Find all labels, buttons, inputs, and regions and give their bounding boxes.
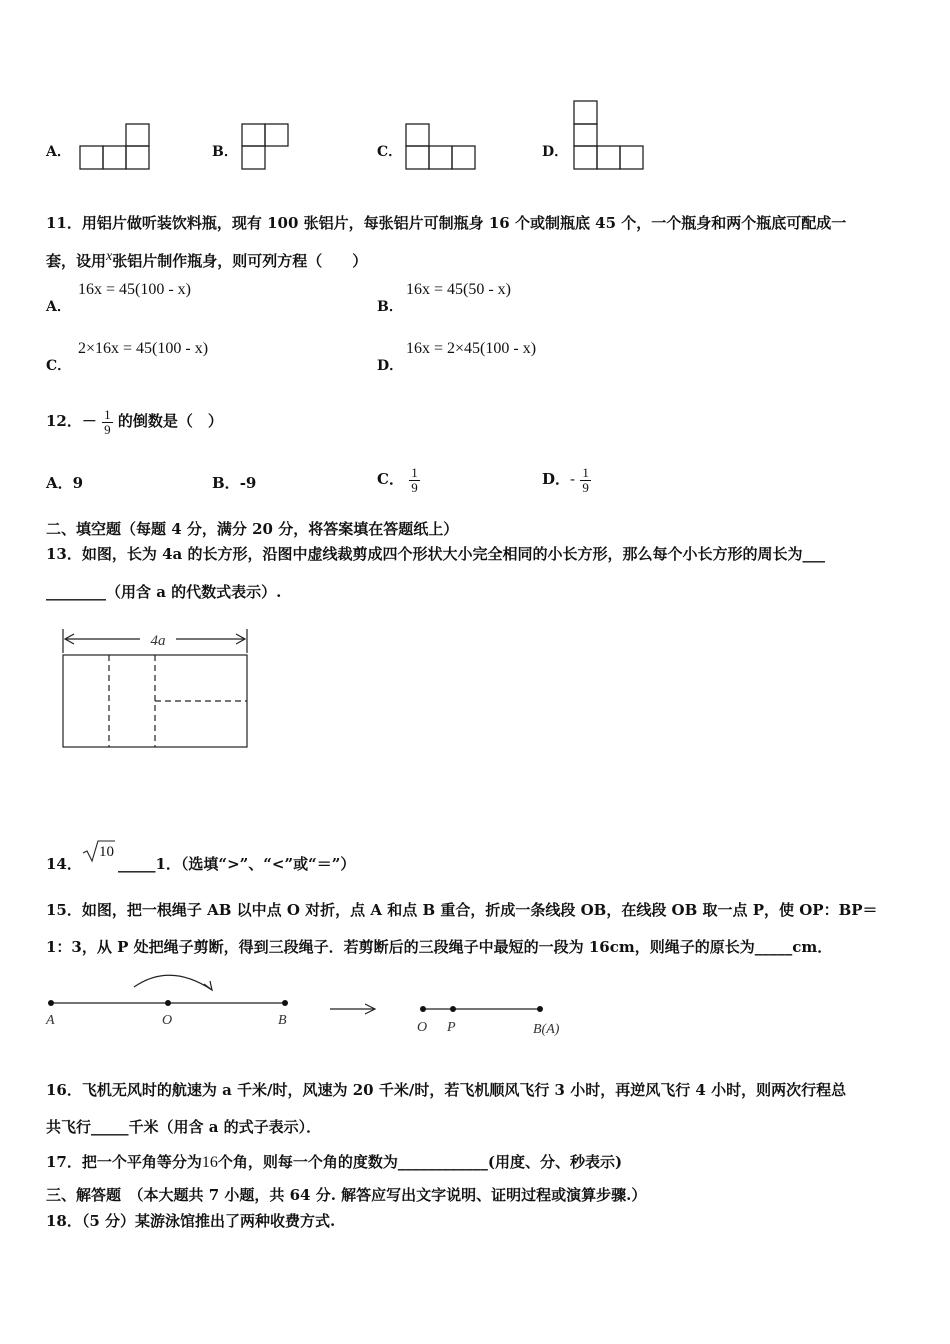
q15-line1: 15．如图，把一根绳子 AB 以中点 O 对折，点 A 和点 B 重合，折成一条线段 OB，在线段 OB 取一点 P，使 OP：BP＝ [46,901,878,919]
q15-point-o2: O [417,1020,428,1035]
q15-point-o: O [162,1013,173,1028]
q12-option-b [212,472,256,493]
q12-option-d-num: 1 [582,464,589,480]
q14-radicand: 10 [99,844,114,860]
q11-option-c-eq: 2×16x = 45(100 - x) [78,340,209,357]
section2-heading: 二、填空题（每题 4 分，满分 20 分，将答案填在答题纸上） [46,520,459,538]
q12-option-c-label: C． [377,470,404,488]
q12-fraction-den: 9 [104,421,111,437]
q12-option-c-fraction [409,466,420,495]
q15-point-ba: B(A) [533,1022,560,1037]
q11-variable: x [106,249,113,264]
q11-line2 [46,249,367,271]
q12-prefix: 12．－ [46,412,97,430]
q12-fraction-num: 1 [104,406,111,422]
q12-option-d-fraction [580,466,591,495]
q13-figure-label: 4a [150,633,166,649]
q13-figure [58,627,254,753]
q15-point-p: P [447,1020,456,1035]
q12-option-a-label: A． [46,474,73,492]
q15-point-a: A [46,1013,55,1028]
q14-sqrt-sign [80,838,116,864]
q17-post: 个角，则每一个角的度数为____________(用度、分、秒表示) [217,1153,623,1171]
q10-option-a-figure [78,122,152,172]
q11-line1: 11．用铝片做听装饮料瓶，现有 100 张铝片，每张铝片可制瓶身 16 个或制瓶底 45 个，一个瓶身和两个瓶底可配成一 [46,214,847,232]
q10-option-c-label: C． [377,144,403,160]
q12-option-d [542,462,591,496]
q11-line2-post: 张铝片制作瓶身，则可列方程（ ） [112,252,368,270]
q14-suffix: _____1．（选填“>”、“<”或“＝”） [118,855,356,873]
q18-text: 18．（5 分）某游泳馆推出了两种收费方式. [46,1212,336,1230]
q10-option-c-figure [404,122,480,172]
q11-option-a-label: A． [46,299,71,315]
q10-option-b-figure [240,122,292,172]
q15-point-b: B [278,1013,287,1028]
q15-line2: 1：3，从 P 处把绳子剪断，得到三段绳子．若剪断后的三段绳子中最短的一段为 16cm，则绳子的原长为_____cm． [46,938,833,956]
q16-line1: 16．飞机无风时的航速为 a 千米/时，风速为 20 千米/时，若飞机顺风飞行 3 小时，再逆风飞行 4 小时，则两次行程总 [46,1081,847,1099]
q11-option-b-eq: 16x = 45(50 - x) [406,281,512,298]
q15-figure [40,962,580,1040]
section3-heading: 三、解答题 （本大题共 7 小题，共 64 分. 解答应写出文字说明、证明过程或演算步骤.） [46,1186,647,1204]
q12-option-b-label: B． [212,474,240,492]
q10-option-d-label: D． [542,144,569,160]
q16-line2: 共飞行_____千米（用含 a 的式子表示）． [46,1118,322,1136]
q11-option-d-eq: 16x = 2×45(100 - x) [406,340,537,357]
q12-option-c-num: 1 [411,464,418,480]
q13-line1: 13．如图，长为 4a 的长方形，沿图中虚线裁剪成四个形状大小完全相同的小长方形，那么每个小长方形的周长为___ [46,545,825,563]
q12-option-c-den: 9 [411,479,418,495]
q12-option-a [46,472,83,493]
q17-stem [46,1151,622,1172]
q12-option-d-den: 9 [582,479,589,495]
q12-option-b-value: -9 [239,474,257,492]
q11-option-d-label: D． [377,358,404,374]
q17-num: 16 [201,1154,218,1171]
q10-option-b-label: B． [212,144,238,160]
q11-option-a-eq: 16x = 45(100 - x) [78,281,192,298]
q12-option-a-value: 9 [72,474,84,492]
q12-option-c [377,462,420,496]
q12-suffix: 的倒数是（ ） [117,412,223,430]
q15-fold-arrow [134,975,212,990]
q14-prefix: 14． [46,855,82,873]
q11-line2-pre: 套，设用 [46,252,107,270]
q10-option-a-label: A． [46,144,71,160]
q13-line2: ________（用含 a 的代数式表示）. [46,583,282,601]
q12-option-d-sign: - [570,470,576,488]
q12-stem [46,406,223,437]
q10-option-d-figure [572,99,648,172]
q12-option-d-label: D． [542,470,571,488]
q12-fraction [102,408,113,437]
q17-pre: 17．把一个平角等分为 [46,1153,202,1171]
q11-option-b-label: B． [377,299,403,315]
q11-option-c-label: C． [46,358,72,374]
